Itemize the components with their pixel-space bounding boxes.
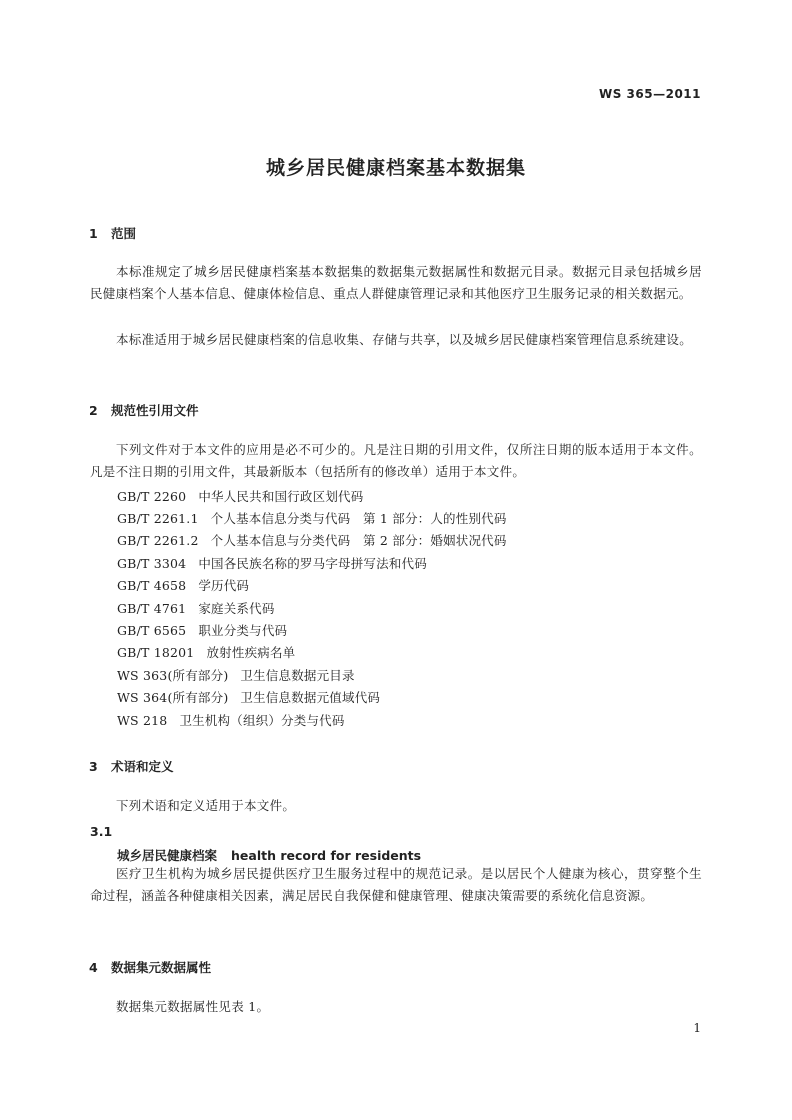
reference-name: 学历代码 [198, 578, 250, 593]
reference-item [117, 666, 355, 684]
reference-name: 个人基本信息分类与代码 第 1 部分：人的性别代码 [210, 511, 507, 526]
reference-name: 职业分类与代码 [198, 623, 288, 638]
subsection-number: 3.1 [90, 824, 113, 839]
reference-code: WS 364(所有部分) [117, 690, 229, 705]
reference-code: GB/T 3304 [117, 556, 187, 571]
section-3-heading [89, 757, 174, 775]
reference-item [117, 643, 295, 661]
reference-code: GB/T 2261.1 [117, 511, 199, 526]
paragraph: 下列文件对于本文件的应用是必不可少的。凡是注日期的引用文件，仅所注日期的版本适用于本文件。凡是不注日期的引用文件，其最新版本（包括所有的修改单）适用于本文件。 [90, 442, 702, 480]
document-title: 城乡居民健康档案基本数据集 [265, 157, 526, 179]
reference-code: GB/T 6565 [117, 623, 187, 638]
section-title: 规范性引用文件 [111, 403, 199, 418]
paragraph: 下列术语和定义适用于本文件。 [116, 798, 296, 813]
reference-name: 家庭关系代码 [198, 601, 275, 616]
paragraph: 本标准适用于城乡居民健康档案的信息收集、存储与共享，以及城乡居民健康档案管理信息系统建设。 [116, 332, 693, 347]
standard-number: WS 365—2011 [598, 87, 701, 101]
reference-item [117, 576, 249, 594]
reference-item [117, 621, 287, 639]
section-number: 3 [89, 759, 98, 774]
section-4-heading [89, 958, 211, 976]
reference-code: GB/T 4658 [117, 578, 187, 593]
page-number: 1 [693, 1021, 701, 1035]
term-entry [117, 846, 421, 864]
reference-name: 个人基本信息与分类代码 第 2 部分：婚姻状况代码 [210, 533, 507, 548]
paragraph: 数据集元数据属性见表 1。 [116, 999, 270, 1014]
reference-code: WS 218 [117, 713, 168, 728]
paragraph: 本标准规定了城乡居民健康档案基本数据集的数据集元数据属性和数据元目录。数据元目录包括城乡居民健康档案个人基本信息、健康体检信息、重点人群健康管理记录和其他医疗卫生服务记录的相关数据元。 [90, 264, 702, 302]
reference-item [117, 487, 363, 505]
section-number: 1 [89, 226, 98, 241]
section-number: 2 [89, 403, 98, 418]
reference-code: GB/T 2261.2 [117, 533, 199, 548]
term-definition: 医疗卫生机构为城乡居民提供医疗卫生服务过程中的规范记录。是以居民个人健康为核心，贯穿整个生命过程，涵盖各种健康相关因素，满足居民自我保健和健康管理、健康决策需要的系统化信息资源。 [90, 866, 702, 904]
reference-name: 卫生机构（组织）分类与代码 [179, 713, 345, 728]
reference-name: 卫生信息数据元值域代码 [240, 690, 381, 705]
reference-name: 放射性疾病名单 [206, 645, 296, 660]
reference-item [117, 711, 345, 729]
reference-code: GB/T 18201 [117, 645, 195, 660]
section-title: 术语和定义 [111, 759, 174, 774]
reference-item [117, 688, 380, 706]
reference-item [117, 554, 427, 572]
reference-code: WS 363(所有部分) [117, 668, 229, 683]
reference-item [117, 509, 507, 527]
reference-name: 卫生信息数据元目录 [240, 668, 355, 683]
reference-code: GB/T 4761 [117, 601, 187, 616]
section-1-heading [89, 224, 136, 242]
reference-name: 中华人民共和国行政区划代码 [198, 489, 364, 504]
term-chinese: 城乡居民健康档案 [117, 848, 218, 863]
reference-item [117, 599, 275, 617]
section-2-heading [89, 401, 199, 419]
section-title: 范围 [111, 226, 137, 241]
section-number: 4 [89, 960, 98, 975]
section-title: 数据集元数据属性 [111, 960, 212, 975]
reference-name: 中国各民族名称的罗马字母拼写法和代码 [198, 556, 427, 571]
reference-code: GB/T 2260 [117, 489, 187, 504]
term-english: health record for residents [231, 848, 422, 863]
reference-item [117, 531, 507, 549]
